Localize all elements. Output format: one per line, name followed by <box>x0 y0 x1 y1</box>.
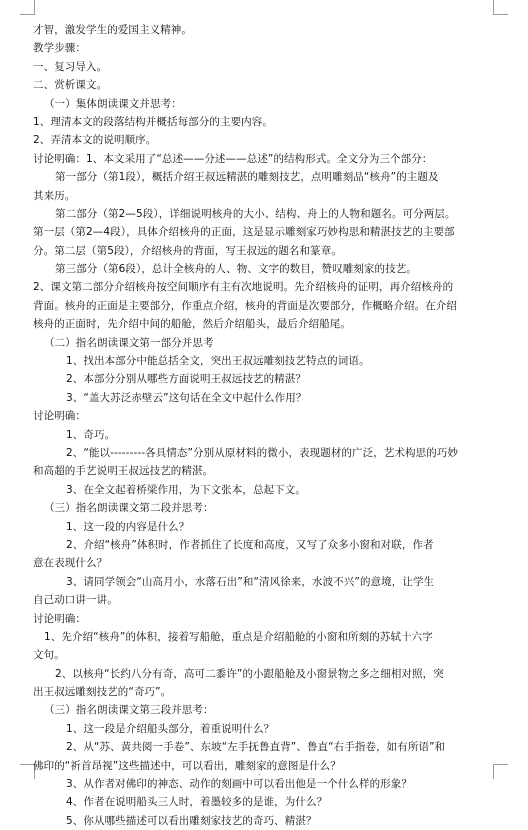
text-line: 才智，激发学生的爱国主义精神。 <box>33 24 192 36</box>
text-line: 1、这一段是介绍船头部分，着重说明什么？ <box>66 722 275 735</box>
text-line: 2、课文第二部分介绍核舟按空间顺序有主有次地说明。先介绍核舟的证明，再介绍核舟的 <box>33 281 454 294</box>
text-line: 佛印的“祈首昂视”这些描述中，可以看出，雕刻家的意图是什么？ <box>33 759 341 772</box>
text-line: 3、“盖大苏泛赤壁云”这句话在全文中起什么作用？ <box>66 391 307 404</box>
text-line: （二）指名朗读课文第一部分并思考 <box>44 336 214 349</box>
text-line: 2、本部分分别从哪些方面说明王叔远技艺的精湛？ <box>66 373 306 386</box>
text-line: 和高超的手艺说明王叔远技艺的精湛。 <box>33 465 214 478</box>
text-line: 2、介绍“核舟”体积时，作者抓住了长度和高度，又写了众多小窗和对联，作者 <box>66 538 434 551</box>
text-line: 1、这一段的内容是什么？ <box>66 520 190 533</box>
text-line: 2、从“苏、黄共阅一手卷”、东坡“左手抚鲁直背”、鲁直“右手指卷，如有所语”和 <box>66 741 446 754</box>
text-line: 讨论明确：1、本文采用了“总述——分述——总述”的结构形式。全文分为三个部分： <box>33 152 433 165</box>
text-line: （三）指名朗读课文第三段并思考： <box>44 704 214 717</box>
text-line: 4、作者在说明船头三人时，着墨较多的是谁，为什么？ <box>66 796 328 809</box>
text-line: 1、先介绍“核舟”的体积，接着写船舱，重点是介绍船舱的小窗和所刻的苏轼十六字 <box>44 630 433 643</box>
text-line: 二、赏析课文。 <box>33 79 108 92</box>
text-line: 2、“能以---------各具情态”分别从原材料的微小，表现题材的广泛，艺术构思的巧妙 <box>66 446 459 459</box>
text-line: 分。第二层（第5段），介绍核舟的背面，写王叔远的题名和篆章。 <box>33 244 342 257</box>
corner-mark-top-right <box>493 0 508 15</box>
text-line: 1、理清本文的段落结构并概括每部分的主要内容。 <box>33 115 273 128</box>
text-line: 一、复习导入。 <box>33 60 108 73</box>
text-line: 意在表现什么？ <box>33 557 108 570</box>
text-line: 出王叔远雕刻技艺的“奇巧”。 <box>33 686 172 699</box>
text-line: 2、弄清本文的说明顺序。 <box>33 134 157 147</box>
text-line: （三）指名朗读课文第二段并思考： <box>44 502 214 515</box>
text-line: 第三部分（第6段），总计全核舟的人、物、文字的数目，赞叹雕刻家的技艺。 <box>55 263 417 276</box>
text-line: 3、请同学领会“山高月小，水落石出”和“清风徐来，水波不兴”的意境，让学生 <box>66 575 435 588</box>
text-line: 第一部分（第1段），概括介绍王叔远精湛的雕刻技艺，点明雕刻品“核舟”的主题及 <box>55 171 439 184</box>
corner-mark-top-left <box>20 0 35 15</box>
page-footer-mark: - <box>258 770 261 779</box>
text-line: 教学步骤： <box>33 42 86 55</box>
text-line: 第二部分（第2—5段），详细说明核舟的大小、结构、舟上的人物和题名。可分两层。 <box>55 207 456 220</box>
text-line: 核舟的正面时，先介绍中间的船舱，然后介绍船头，最后介绍船尾。 <box>33 318 351 331</box>
text-line: 第一层（第2—4段），具体介绍核舟的正面，这是显示雕刻家巧妙构思和精湛技艺的主要部 <box>33 226 455 239</box>
text-line: 3、从作者对佛印的神态、动作的刻画中可以看出他是一个什么样的形象？ <box>66 778 412 791</box>
text-line: 讨论明确： <box>33 612 86 625</box>
text-line: 讨论明确： <box>33 410 86 423</box>
text-line: 其来历。 <box>33 189 76 202</box>
text-line: 5、你从哪些描述可以看出雕刻家技艺的奇巧、精湛？ <box>66 814 317 827</box>
text-line: 1、奇巧。 <box>66 428 116 441</box>
text-line: 3、在全文起着桥梁作用，为下文张本，总起下文。 <box>66 483 306 496</box>
text-line: 自己动口讲一讲。 <box>33 594 118 607</box>
document-body <box>33 21 511 830</box>
text-line: （一）集体朗读课文并思考： <box>44 97 182 110</box>
text-line: 1、找出本部分中能总括全文，突出王叔远雕刻技艺特点的词语。 <box>66 355 370 368</box>
text-line: 文句。 <box>33 649 65 662</box>
text-line: 2、以核舟“长约八分有奇，高可二黍许”的小跟船舱及小窗景物之多之细相对照，突 <box>55 667 444 680</box>
text-line: 背面。核舟的正面是主要部分，作重点介绍，核舟的背面是次要部分，作概略介绍。在介绍 <box>33 299 457 312</box>
